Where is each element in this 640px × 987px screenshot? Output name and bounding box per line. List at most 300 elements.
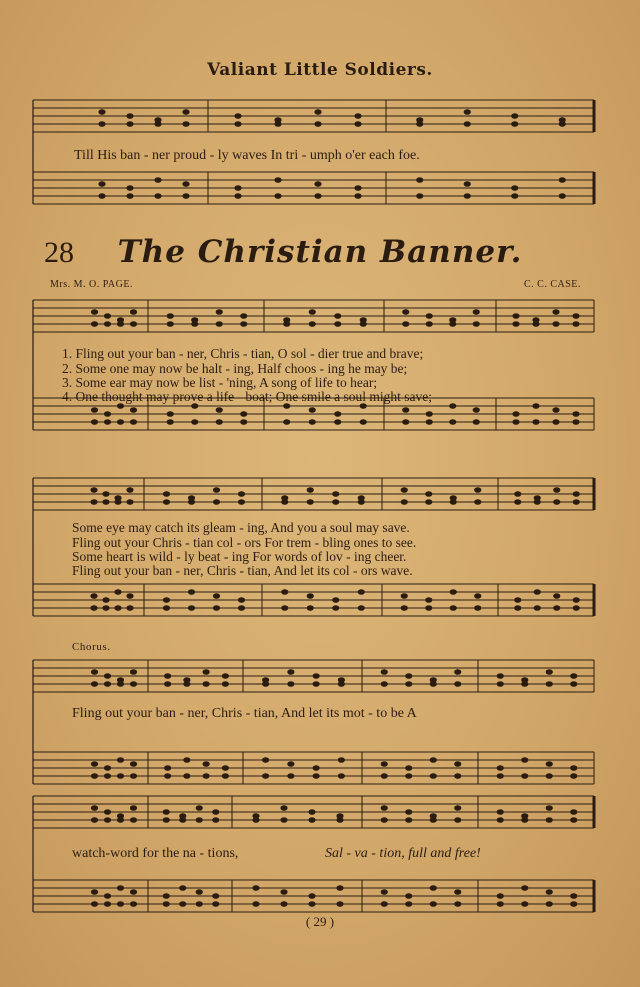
treble-note — [570, 681, 577, 687]
bass-note — [430, 885, 437, 891]
treble-note — [454, 817, 461, 823]
verse-4-line-2: Fling out your ban - ner, Chris - tian, And let its col - ors wave. — [72, 563, 413, 578]
bass-note — [559, 193, 566, 199]
treble-note — [238, 499, 245, 505]
treble-note — [104, 313, 111, 319]
bass-note — [91, 761, 98, 767]
verse-2-line-2: Fling out your Chris - tian col - ors For trem - bling ones to see. — [72, 535, 417, 550]
treble-note — [309, 321, 316, 327]
treble-note — [102, 491, 109, 497]
bass-note — [104, 411, 111, 417]
treble-note — [117, 817, 124, 823]
bass-note — [154, 177, 161, 183]
bass-note — [126, 605, 133, 611]
bass-note — [360, 419, 367, 425]
bass-note — [252, 901, 259, 907]
bass-note — [338, 773, 345, 779]
bass-note — [334, 411, 341, 417]
bass-note — [405, 765, 412, 771]
treble-note — [163, 499, 170, 505]
treble-note — [104, 321, 111, 327]
treble-note — [497, 817, 504, 823]
treble-note — [425, 491, 432, 497]
bass-note — [474, 605, 481, 611]
bass-note — [430, 773, 437, 779]
bass-note — [91, 901, 98, 907]
bass-note — [191, 419, 198, 425]
bass-note — [280, 901, 287, 907]
bass-note — [91, 407, 98, 413]
treble-note — [497, 809, 504, 815]
treble-note — [164, 681, 171, 687]
bass-note — [130, 419, 137, 425]
bass-note — [252, 885, 259, 891]
treble-note — [167, 313, 174, 319]
treble-note — [534, 499, 541, 505]
bass-note — [274, 177, 281, 183]
treble-note — [511, 121, 518, 127]
bass-note — [309, 419, 316, 425]
bass-note — [183, 757, 190, 763]
treble-note — [454, 669, 461, 675]
bass-note — [313, 773, 320, 779]
bass-note — [130, 773, 137, 779]
treble-note — [426, 313, 433, 319]
bass-note — [402, 419, 409, 425]
bass-note — [570, 773, 577, 779]
chorus-line-2a: watch-word for the na - tions, — [72, 846, 239, 861]
bass-note — [521, 757, 528, 763]
treble-note — [104, 817, 111, 823]
treble-note — [130, 681, 137, 687]
bass-note — [188, 589, 195, 595]
bass-note — [354, 185, 361, 191]
bass-note — [281, 589, 288, 595]
bass-note — [238, 597, 245, 603]
treble-note — [497, 673, 504, 679]
treble-note — [313, 681, 320, 687]
treble-note — [336, 817, 343, 823]
treble-note — [130, 321, 137, 327]
bass-note — [307, 593, 314, 599]
bass-note — [381, 773, 388, 779]
bass-note — [98, 181, 105, 187]
bass-note — [572, 411, 579, 417]
treble-note — [98, 109, 105, 115]
treble-note — [546, 817, 553, 823]
bass-note — [308, 901, 315, 907]
treble-note — [402, 321, 409, 327]
bass-note — [126, 593, 133, 599]
treble-note — [104, 809, 111, 815]
bass-note — [521, 885, 528, 891]
treble-note — [280, 805, 287, 811]
treble-note — [381, 805, 388, 811]
treble-note — [338, 681, 345, 687]
bass-note — [163, 605, 170, 611]
treble-note — [90, 499, 97, 505]
bass-note — [91, 889, 98, 895]
bass-note — [274, 193, 281, 199]
treble-note — [546, 681, 553, 687]
bass-note — [430, 757, 437, 763]
treble-note — [521, 817, 528, 823]
treble-note — [454, 805, 461, 811]
bass-note — [283, 419, 290, 425]
bass-note — [358, 589, 365, 595]
treble-note — [354, 121, 361, 127]
bass-note — [416, 193, 423, 199]
treble-note — [182, 109, 189, 115]
bass-note — [454, 773, 461, 779]
bass-note — [552, 407, 559, 413]
bass-note — [511, 185, 518, 191]
treble-note — [512, 321, 519, 327]
bass-note — [473, 407, 480, 413]
bass-note — [234, 193, 241, 199]
bass-note — [102, 597, 109, 603]
treble-note — [183, 681, 190, 687]
treble-note — [570, 673, 577, 679]
bass-note — [130, 407, 137, 413]
chorus-label: Chorus. — [72, 641, 111, 653]
bass-note — [449, 419, 456, 425]
treble-note — [334, 321, 341, 327]
bass-note — [358, 605, 365, 611]
treble-note — [402, 309, 409, 315]
treble-note — [126, 487, 133, 493]
treble-note — [381, 817, 388, 823]
bass-note — [117, 757, 124, 763]
treble-note — [203, 669, 210, 675]
treble-note — [212, 809, 219, 815]
bass-note — [512, 419, 519, 425]
bass-note — [212, 901, 219, 907]
treble-note — [512, 313, 519, 319]
treble-note — [281, 499, 288, 505]
bass-note — [314, 181, 321, 187]
treble-note — [572, 321, 579, 327]
treble-note — [559, 121, 566, 127]
bass-note — [570, 901, 577, 907]
treble-note — [90, 487, 97, 493]
bass-note — [313, 765, 320, 771]
bass-note — [405, 901, 412, 907]
treble-note — [163, 817, 170, 823]
treble-note — [283, 321, 290, 327]
treble-note — [514, 499, 521, 505]
bass-note — [91, 419, 98, 425]
bass-note — [573, 597, 580, 603]
verse-4-line-1: 4. One thought may prove a life - boat; One smile a soul might save; — [62, 389, 433, 404]
bass-note — [401, 593, 408, 599]
hymn-number: 28 — [44, 236, 74, 269]
treble-note — [191, 321, 198, 327]
bass-note — [216, 407, 223, 413]
treble-note — [334, 313, 341, 319]
bass-note — [182, 181, 189, 187]
bass-note — [430, 901, 437, 907]
treble-note — [238, 491, 245, 497]
bass-note — [163, 597, 170, 603]
treble-note — [222, 681, 229, 687]
treble-note — [573, 499, 580, 505]
treble-note — [212, 817, 219, 823]
bass-note — [559, 177, 566, 183]
bass-note — [552, 419, 559, 425]
bass-note — [213, 605, 220, 611]
treble-note — [416, 121, 423, 127]
bass-note — [117, 885, 124, 891]
treble-note — [234, 121, 241, 127]
bass-note — [262, 757, 269, 763]
treble-note — [130, 309, 137, 315]
bass-note — [90, 605, 97, 611]
bass-note — [196, 901, 203, 907]
treble-note — [216, 309, 223, 315]
treble-note — [546, 669, 553, 675]
bass-note — [196, 889, 203, 895]
bass-note — [314, 193, 321, 199]
bass-note — [287, 761, 294, 767]
bass-note — [521, 901, 528, 907]
treble-note — [104, 673, 111, 679]
treble-note — [532, 321, 539, 327]
bass-note — [234, 185, 241, 191]
chorus-line-2b: Sal - va - tion, full and free! — [325, 846, 481, 861]
bass-note — [553, 605, 560, 611]
treble-note — [308, 817, 315, 823]
treble-note — [114, 499, 121, 505]
bass-note — [454, 901, 461, 907]
verse-2-line-1: 2. Some one may now be halt - ing, Half choos - ing he may be; — [62, 361, 408, 376]
treble-note — [104, 681, 111, 687]
bass-note — [546, 901, 553, 907]
treble-note — [426, 321, 433, 327]
treble-note — [179, 817, 186, 823]
bass-note — [167, 419, 174, 425]
bass-note — [308, 893, 315, 899]
bass-note — [240, 411, 247, 417]
bass-note — [449, 403, 456, 409]
treble-note — [240, 313, 247, 319]
treble-note — [287, 669, 294, 675]
treble-note — [573, 491, 580, 497]
bass-note — [114, 605, 121, 611]
treble-note — [307, 487, 314, 493]
bass-note — [381, 889, 388, 895]
bass-note — [512, 411, 519, 417]
bass-note — [332, 605, 339, 611]
bass-note — [454, 889, 461, 895]
bass-note — [117, 901, 124, 907]
bass-note — [474, 593, 481, 599]
treble-note — [497, 681, 504, 687]
treble-note — [552, 321, 559, 327]
bass-note — [570, 765, 577, 771]
treble-note — [464, 121, 471, 127]
bass-note — [182, 193, 189, 199]
treble-note — [553, 499, 560, 505]
treble-note — [572, 313, 579, 319]
bass-note — [179, 885, 186, 891]
bass-note — [188, 605, 195, 611]
bass-note — [307, 605, 314, 611]
bass-note — [532, 403, 539, 409]
treble-note — [252, 817, 259, 823]
treble-note — [464, 109, 471, 115]
bass-note — [405, 773, 412, 779]
chorus-line-1: Fling out your ban - ner, Chris - tian, And let its mot - to be A — [72, 706, 417, 721]
bass-note — [521, 773, 528, 779]
treble-note — [314, 109, 321, 115]
bass-note — [203, 761, 210, 767]
bass-note — [179, 901, 186, 907]
bass-note — [104, 419, 111, 425]
bass-note — [334, 419, 341, 425]
treble-note — [91, 669, 98, 675]
treble-note — [164, 673, 171, 679]
treble-note — [130, 805, 137, 811]
bass-note — [381, 901, 388, 907]
bass-note — [426, 411, 433, 417]
bass-note — [104, 901, 111, 907]
treble-note — [280, 817, 287, 823]
bass-note — [240, 419, 247, 425]
treble-note — [98, 121, 105, 127]
bass-note — [222, 765, 229, 771]
top-hymn-title: Valiant Little Soldiers. — [207, 60, 433, 80]
bass-note — [473, 419, 480, 425]
verse-3-line-2: Some heart is wild - ly beat - ing For words of lov - ing cheer. — [72, 549, 407, 564]
treble-note — [332, 499, 339, 505]
bass-note — [104, 893, 111, 899]
bass-note — [573, 605, 580, 611]
bass-note — [216, 419, 223, 425]
treble-note — [358, 499, 365, 505]
bass-note — [163, 901, 170, 907]
treble-note — [425, 499, 432, 505]
treble-note — [511, 113, 518, 119]
treble-note — [262, 681, 269, 687]
bass-note — [572, 419, 579, 425]
words-credit: Mrs. M. O. PAGE. — [50, 279, 133, 290]
bass-note — [104, 765, 111, 771]
bass-note — [126, 185, 133, 191]
treble-note — [430, 681, 437, 687]
treble-note — [381, 681, 388, 687]
verse-1-line-2: Some eye may catch its gleam - ing, And you a soul may save. — [72, 520, 410, 535]
treble-note — [381, 669, 388, 675]
bass-note — [405, 893, 412, 899]
bass-note — [163, 893, 170, 899]
bass-note — [213, 593, 220, 599]
bass-note — [514, 597, 521, 603]
bass-note — [402, 407, 409, 413]
treble-note — [332, 491, 339, 497]
treble-note — [126, 121, 133, 127]
treble-note — [213, 499, 220, 505]
treble-note — [473, 309, 480, 315]
treble-note — [405, 817, 412, 823]
treble-note — [405, 681, 412, 687]
bass-note — [511, 193, 518, 199]
top-hymn-lyric: Till His ban - ner proud - ly waves In tri - umph o'er each foe. — [74, 148, 420, 163]
treble-note — [401, 499, 408, 505]
bass-note — [104, 773, 111, 779]
bass-note — [90, 593, 97, 599]
bass-note — [164, 773, 171, 779]
treble-note — [454, 681, 461, 687]
bass-note — [514, 605, 521, 611]
treble-note — [405, 809, 412, 815]
bass-note — [354, 193, 361, 199]
treble-note — [473, 321, 480, 327]
treble-note — [308, 809, 315, 815]
bass-note — [281, 605, 288, 611]
bass-note — [497, 901, 504, 907]
bass-note — [546, 889, 553, 895]
bass-note — [167, 411, 174, 417]
bass-note — [546, 761, 553, 767]
bass-note — [497, 893, 504, 899]
bass-note — [401, 605, 408, 611]
bass-note — [464, 193, 471, 199]
bass-note — [426, 419, 433, 425]
bass-note — [287, 773, 294, 779]
treble-note — [188, 499, 195, 505]
treble-note — [91, 805, 98, 811]
treble-note — [287, 681, 294, 687]
treble-note — [552, 309, 559, 315]
bass-note — [130, 761, 137, 767]
bass-note — [425, 597, 432, 603]
bass-note — [497, 765, 504, 771]
treble-note — [474, 487, 481, 493]
bass-note — [130, 889, 137, 895]
treble-note — [117, 681, 124, 687]
treble-note — [449, 321, 456, 327]
treble-note — [430, 817, 437, 823]
bass-note — [212, 893, 219, 899]
treble-note — [130, 817, 137, 823]
bass-note — [130, 901, 137, 907]
treble-note — [314, 121, 321, 127]
treble-note — [354, 113, 361, 119]
bass-note — [416, 177, 423, 183]
bass-note — [183, 773, 190, 779]
treble-note — [360, 321, 367, 327]
treble-note — [521, 681, 528, 687]
treble-note — [91, 681, 98, 687]
bass-note — [454, 761, 461, 767]
bass-note — [117, 419, 124, 425]
treble-note — [126, 113, 133, 119]
bass-note — [381, 761, 388, 767]
treble-note — [117, 321, 124, 327]
treble-note — [234, 113, 241, 119]
bass-note — [309, 407, 316, 413]
treble-note — [307, 499, 314, 505]
bass-note — [154, 193, 161, 199]
bass-note — [425, 605, 432, 611]
treble-note — [182, 121, 189, 127]
treble-note — [570, 817, 577, 823]
bass-note — [450, 605, 457, 611]
bass-note — [114, 589, 121, 595]
treble-note — [91, 321, 98, 327]
treble-note — [167, 321, 174, 327]
